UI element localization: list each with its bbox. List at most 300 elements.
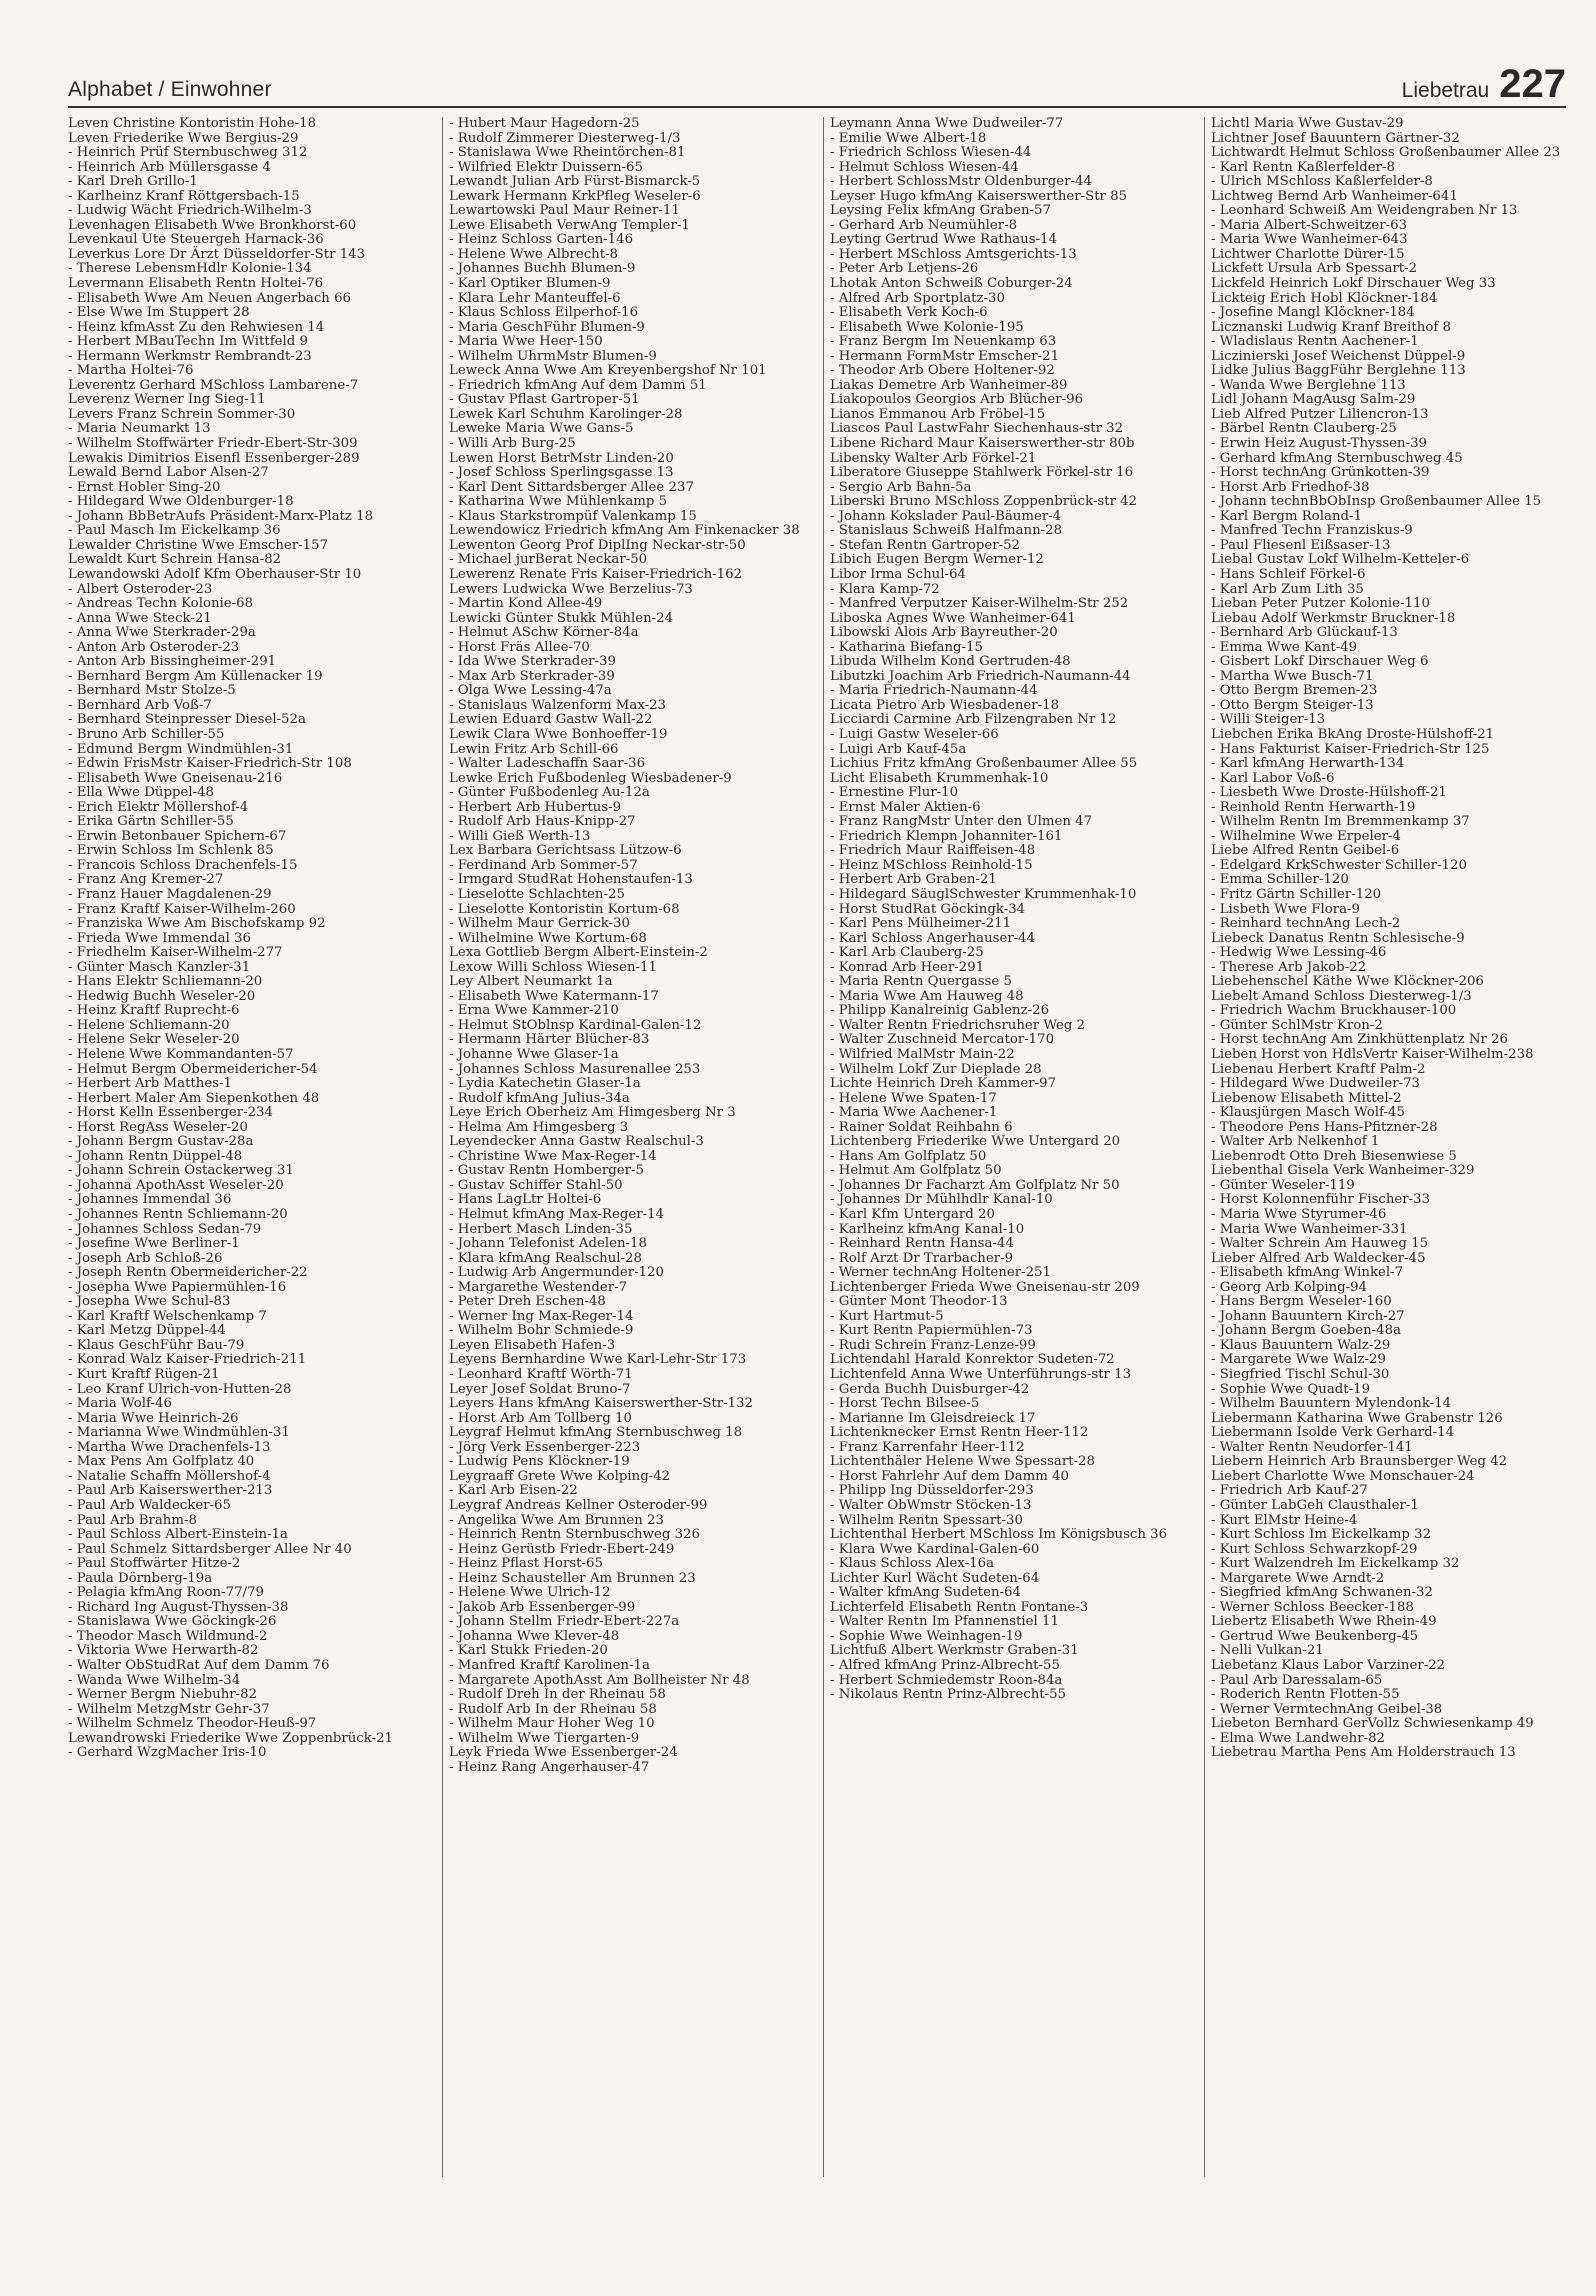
directory-entry: Lewakis Dimitrios Eisenfl Essenberger-289	[68, 450, 360, 466]
directory-entry: - Therese Arb Jakob-22	[1211, 959, 1367, 975]
directory-entry: Leyen Elisabeth Hafen-3	[449, 1337, 616, 1353]
directory-entry: - Rainer Soldat Reihbahn 6	[830, 1119, 1013, 1135]
directory-entry: - Richard Ing August-Thyssen-38	[68, 1599, 289, 1615]
directory-entry: - Günter SchlMstr Kron-2	[1211, 1017, 1383, 1033]
directory-entry: - Hans Am Golfplatz 50	[830, 1148, 987, 1164]
directory-entry: Liebeck Danatus Rentn Schlesische-9	[1211, 930, 1465, 946]
directory-entry: - Fritz Gärtn Schiller-120	[1211, 886, 1382, 902]
directory-entry: - Wilhelm MetzgMstr Gehr-37	[68, 1701, 270, 1717]
directory-entry: - Horst RegAss Weseler-20	[68, 1119, 248, 1135]
directory-entry: - Elisabeth Wwe Am Neuen Angerbach 66	[68, 290, 352, 306]
directory-entry: - Hans Fakturist Kaiser-Friedrich-Str 125	[1211, 741, 1490, 757]
directory-entry: Lewek Karl Schuhm Karolinger-28	[449, 406, 683, 422]
directory-entry: - Willi Arb Burg-25	[449, 436, 576, 452]
directory-entry: Leymann Anna Wwe Dudweiler-77	[830, 117, 1064, 131]
directory-entry: - Maria Rentn Quergasse 5	[830, 974, 1012, 990]
directory-entry: Lhotak Anton Schweiß Coburger-24	[830, 276, 1073, 292]
directory-entry: - Ludwig Wächt Friedrich-Wilhelm-3	[68, 203, 312, 219]
directory-entry: - Maria Wwe Aachener-1	[830, 1105, 998, 1121]
directory-entry: - Maria Wwe Am Hauweg 48	[830, 988, 1024, 1004]
directory-entry: - Karl Stukk Frieden-20	[449, 1643, 608, 1659]
directory-entry: Lichtenberg Friederike Wwe Untergard 20	[830, 1134, 1121, 1150]
directory-entry: - Roderich Rentn Flotten-55	[1211, 1687, 1400, 1703]
directory-entry: - Paul Arb Kaiserswerther-213	[68, 1483, 273, 1499]
directory-entry: - Horst Arb Friedhof-38	[1211, 479, 1370, 495]
directory-entry: - Jörg Verk Essenberger-223	[449, 1439, 641, 1455]
directory-entry: - Karlheinz Kranf Röttgersbach-15	[68, 188, 300, 204]
directory-entry: - Anna Wwe Sterkrader-29a	[68, 625, 256, 641]
directory-entry: - Ferdinand Arb Sommer-57	[449, 857, 638, 873]
directory-entry: - Luigi Gastw Weseler-66	[830, 726, 999, 742]
directory-entry: - Ludwig Pens Klöckner-19	[449, 1454, 630, 1470]
directory-entry: Lichtendahl Harald Konrektor Sudeten-72	[830, 1352, 1115, 1368]
directory-entry: - Herbert Masch Linden-35	[449, 1221, 633, 1237]
directory-entry: Liebe Alfred Rentn Geibel-6	[1211, 843, 1400, 859]
directory-entry: - Maria GeschFühr Blumen-9	[449, 319, 645, 335]
running-head	[1402, 64, 1566, 104]
directory-entry: Lickfeld Heinrich Lokf Dirschauer Weg 33	[1211, 276, 1496, 292]
directory-entry: - Paul Arb Daressalam-65	[1211, 1672, 1383, 1688]
column-4	[1211, 117, 1589, 1761]
directory-entry: - Rudolf kfmAng Julius-34a	[449, 1090, 630, 1106]
directory-entry: - Bernhard Mstr Stolze-5	[68, 683, 236, 699]
directory-entry: - Wilhelm UhrmMstr Blumen-9	[449, 348, 657, 364]
directory-entry: - Philipp Ing Düsseldorfer-293	[830, 1483, 1034, 1499]
directory-entry: Lewicki Günter Stukk Mühlen-24	[449, 610, 674, 626]
directory-entry: - Heinz Schloss Garten-146	[449, 232, 634, 248]
directory-entry: - Günter LabGeh Clausthaler-1	[1211, 1497, 1419, 1513]
directory-entry: Licznanski Ludwig Kranf Breithof 8	[1211, 319, 1451, 335]
directory-entry: Lewers Ludwicka Wwe Berzelius-73	[449, 581, 693, 597]
directory-entry: - Walter Rentn Neudorfer-141	[1211, 1439, 1413, 1455]
directory-entry: - Gisbert Lokf Dirschauer Weg 6	[1211, 654, 1429, 670]
directory-entry: - Wilhelm Schmelz Theodor-Heuß-97	[68, 1716, 317, 1732]
directory-entry: Leven Christine Kontoristin Hohe-18	[68, 117, 317, 131]
directory-entry: - Elisabeth Verk Koch-6	[830, 305, 988, 321]
directory-entry: - Herbert MSchloss Amtsgerichts-13	[830, 246, 1077, 262]
directory-entry: - Luigi Arb Kauf-45a	[830, 741, 967, 757]
directory-entry: - Friedhelm Kaiser-Wilhelm-277	[68, 945, 283, 961]
directory-entry: - Joseph Arb Schloß-26	[68, 1250, 223, 1266]
directory-entry: - Hildegard SäuglSchwester Krummenhak-10	[830, 886, 1137, 902]
directory-entry: Liberatore Giuseppe Stahlwerk Förkel-str 16	[830, 465, 1134, 481]
directory-entry: Leygraaff Grete Wwe Kolping-42	[449, 1468, 671, 1484]
directory-entry: - Wilhelmine Wwe Erpeler-4	[1211, 828, 1401, 844]
directory-entry: - Johann Schrein Ostackerweg 31	[68, 1163, 294, 1179]
directory-entry: - Elisabeth Wwe Katermann-17	[449, 988, 659, 1004]
directory-entry: - Hedwig Wwe Lessing-46	[1211, 945, 1387, 961]
directory-entry: - Paul Masch Im Eickelkamp 36	[68, 523, 281, 539]
directory-entry: - Walter Rentn Friedrichsruher Weg 2	[830, 1017, 1086, 1033]
directory-entry: Liebeton Bernhard GerVollz Schwiesenkamp 49	[1211, 1716, 1534, 1732]
directory-entry: Lexow Willi Schloss Wiesen-11	[449, 959, 657, 975]
directory-entry: - Philipp Kanalreinig Gablenz-26	[830, 1003, 1050, 1019]
directory-entry: - Kurt ElMstr Heine-4	[1211, 1512, 1358, 1528]
directory-entry: - Katharina Biefang-15	[830, 639, 983, 655]
directory-entry: Lewandt Julian Arb Fürst-Bismarck-5	[449, 174, 701, 190]
directory-entry: - Bruno Arb Schiller-55	[68, 726, 225, 742]
directory-entry: Leyers Hans kfmAng Kaiserswerther-Str-132	[449, 1396, 754, 1412]
directory-entry: - Maria Friedrich-Naumann-44	[830, 683, 1038, 699]
directory-entry: - Herbert SchlossMstr Oldenburger-44	[830, 174, 1092, 190]
directory-entry: - Sophie Wwe Weinhagen-19	[830, 1628, 1023, 1644]
directory-entry: - Paul Schmelz Sittardsberger Allee Nr 40	[68, 1541, 352, 1557]
directory-entry: Lichtweg Bernd Arb Wanheimer-641	[1211, 188, 1458, 204]
directory-entry: Liebermann Isolde Verk Gerhard-14	[1211, 1425, 1455, 1441]
directory-entry: - Ludwig Arb Angermunder-120	[449, 1265, 664, 1281]
directory-entry: - Franz Kraftf Kaiser-Wilhelm-260	[68, 901, 296, 917]
directory-entry: - Klaus Bauuntern Walz-29	[1211, 1337, 1391, 1353]
directory-entry: - Helene Wwe Albrecht-8	[449, 246, 619, 262]
directory-entry: - Wilfried Elektr Duissern-65	[449, 159, 643, 175]
directory-entry: - Walter kfmAng Sudeten-64	[830, 1585, 1021, 1601]
directory-entry: Lewalder Christine Wwe Emscher-157	[68, 537, 329, 553]
directory-entry: - Gustav Pflast Gartroper-51	[449, 392, 640, 408]
directory-entry: - Werner Ing Max-Reger-14	[449, 1308, 634, 1324]
directory-entry: - Martin Kond Allee-49	[449, 596, 603, 612]
directory-entry: Leyting Gertrud Wwe Rathaus-14	[830, 232, 1057, 248]
directory-entry: Ley Albert Neumarkt 1a	[449, 974, 613, 990]
directory-entry: - Heinz Pflast Horst-65	[449, 1556, 603, 1572]
directory-entry: - Elisabeth kfmAng Winkel-7	[1211, 1265, 1404, 1281]
directory-entry: Leyendecker Anna Gastw Realschul-3	[449, 1134, 704, 1150]
directory-entry: - Nikolaus Rentn Prinz-Albrecht-55	[830, 1687, 1067, 1703]
directory-entry: Lichtwer Charlotte Dürer-15	[1211, 246, 1405, 262]
directory-entry: Lewe Elisabeth VerwAng Templer-1	[449, 217, 690, 233]
directory-entry: Liebau Adolf Werkmstr Bruckner-18	[1211, 610, 1456, 626]
directory-entry: - Theodore Pens Hans-Pfitzner-28	[1211, 1119, 1438, 1135]
directory-entry: - Theodor Arb Obere Holtener-92	[830, 363, 1055, 379]
directory-entry: Leyser Hugo kfmAng Kaiserswerther-Str 85	[830, 188, 1128, 204]
directory-entry: - Bernhard Arb Voß-7	[68, 697, 212, 713]
directory-entry: - Walter Arb Nelkenhof 1	[1211, 1134, 1380, 1150]
directory-entry: - Irmgard StudRat Hohenstaufen-13	[449, 872, 693, 888]
directory-entry: - Johann technBbObInsp Großenbaumer Allee 15	[1211, 494, 1542, 510]
directory-entry: - Günter Fußbodenleg Au-12a	[449, 785, 650, 801]
directory-entry: - Rudolf Dreh In der Rheinau 58	[449, 1687, 666, 1703]
directory-entry: Liakas Demetre Arb Wanheimer-89	[830, 377, 1068, 393]
directory-entry: Liebermann Katharina Wwe Grabenstr 126	[1211, 1410, 1503, 1426]
directory-entry: Liboska Agnes Wwe Wanheimer-641	[830, 610, 1076, 626]
directory-entry: - Helene Wwe Spaten-17	[830, 1090, 997, 1106]
directory-entry: - Helene Sekr Weseler-20	[68, 1032, 240, 1048]
directory-entry: - Helmut StOblnsp Kardinal-Galen-12	[449, 1017, 702, 1033]
directory-entry: Lewandowski Adolf Kfm Oberhauser-Str 10	[68, 566, 362, 582]
directory-entry: Liebetrau Martha Pens Am Holderstrauch 13	[1211, 1745, 1516, 1761]
directory-entry: - Karl Bergm Roland-1	[1211, 508, 1362, 524]
directory-entry: Liebenau Herbert Kraftf Palm-2	[1211, 1061, 1426, 1077]
directory-entry: - Karl Arb Zum Lith 35	[1211, 581, 1364, 597]
directory-entry: - Reinhard technAng Lech-2	[1211, 916, 1401, 932]
directory-entry: Lichtenthal Herbert MSchloss Im Königsbusch 36	[830, 1527, 1168, 1543]
directory-entry: Libutzki Joachim Arb Friedrich-Naumann-44	[830, 668, 1131, 684]
directory-entry: Levers Franz Schrein Sommer-30	[68, 406, 296, 422]
directory-entry: - Kurt Rentn Papiermühlen-73	[830, 1323, 1033, 1339]
directory-entry: - Manfred Kraftf Karolinen-1a	[449, 1657, 650, 1673]
directory-entry: - Paul Schloss Albert-Einstein-1a	[68, 1527, 288, 1543]
directory-entry: - Wilhelmine Wwe Kortum-68	[449, 930, 647, 946]
directory-entry: - Hedwig Buchh Weseler-20	[68, 988, 256, 1004]
directory-entry: - Erwin Betonbauer Spichern-67	[68, 828, 287, 844]
directory-entry: - Johannes Immendal 36	[68, 1192, 232, 1208]
directory-entry: - Wilhelm Lokf Zur Dieplade 28	[830, 1061, 1042, 1077]
directory-entry: - Peter Dreh Eschen-48	[449, 1294, 606, 1310]
directory-entry: - Friedrich Wachm Bruckhauser-100	[1211, 1003, 1457, 1019]
directory-entry: Libor Irma Schul-64	[830, 566, 966, 582]
directory-entry: - Max Arb Sterkrader-39	[449, 668, 615, 684]
directory-entry: - Rolf Arzt Dr Trarbacher-9	[830, 1250, 1014, 1266]
directory-entry: - Lisbeth Wwe Flora-9	[1211, 901, 1361, 917]
directory-entry: - Helma Am Himgesberg 3	[449, 1119, 629, 1135]
directory-entry: - Helene Wwe Kommandanten-57	[68, 1047, 294, 1062]
directory-entry: Lidl Johann MagAusg Salm-29	[1211, 392, 1416, 408]
page-header	[68, 60, 1566, 108]
directory-entry: - Therese LebensmHdlr Kolonie-134	[68, 261, 312, 277]
directory-entry: Lieb Alfred Putzer Liliencron-13	[1211, 406, 1429, 422]
directory-entry: - Theodor Masch Wildmund-2	[68, 1628, 268, 1644]
directory-entry: Lewerenz Renate Fris Kaiser-Friedrich-162	[449, 566, 743, 582]
directory-entry: - Otto Bergm Bremen-23	[1211, 683, 1378, 699]
directory-entry: - Hubert Maur Hagedorn-25	[449, 117, 640, 131]
directory-entry: Liebertz Elisabeth Wwe Rhein-49	[1211, 1614, 1437, 1630]
directory-entry: Liebal Gustav Lokf Wilhelm-Ketteler-6	[1211, 552, 1470, 568]
directory-entry: - Wladislaus Rentn Aachener-1	[1211, 334, 1419, 350]
directory-entry: - Gertrud Wwe Beukenberg-45	[1211, 1628, 1419, 1644]
directory-entry: Liakopoulos Georgios Arb Blücher-96	[830, 392, 1084, 408]
directory-entry: - Werner VermtechnAng Geibel-38	[1211, 1701, 1443, 1717]
directory-entry: - Gustav Rentn Homberger-5	[449, 1163, 644, 1179]
directory-entry: Leyens Bernhardine Wwe Karl-Lehr-Str 173	[449, 1352, 747, 1368]
directory-entry: - Karl Rentn Kaßlerfelder-8	[1211, 159, 1395, 175]
directory-entry: - Werner Schloss Beecker-188	[1211, 1599, 1414, 1615]
directory-entry: Liebenthal Gisela Verk Wanheimer-329	[1211, 1163, 1475, 1179]
directory-entry: Liebchen Erika BkAng Droste-Hülshoff-21	[1211, 726, 1495, 742]
directory-entry: Licht Elisabeth Krummenhak-10	[830, 770, 1049, 786]
directory-entry: Liascos Paul LastwFahr Siechenhaus-str 32	[830, 421, 1124, 437]
directory-entry: - Franz Hauer Magdalenen-29	[68, 886, 272, 902]
directory-entry: - Olga Wwe Lessing-47a	[449, 683, 612, 699]
directory-entry: Lewendowicz Friedrich kfmAng Am Finkenacker 38	[449, 523, 800, 539]
directory-entry: - Franz Bergm Im Neuenkamp 63	[830, 334, 1057, 350]
directory-entry: - Martha Holtei-76	[68, 363, 194, 379]
directory-entry: - Erwin Schloss Im Schlenk 85	[68, 843, 274, 859]
directory-entry: Leverenz Werner Ing Sieg-11	[68, 392, 266, 408]
directory-entry: Levenkaul Ute Steuergeh Harnack-36	[68, 232, 324, 248]
directory-entry: - Heinz Gerüstb Friedr-Ebert-249	[449, 1541, 675, 1557]
directory-entry: - Herbert Arb Matthes-1	[68, 1076, 232, 1092]
directory-entry: - Maria Wwe Styrumer-46	[1211, 1207, 1387, 1223]
directory-entry: - Alfred Arb Sportplatz-30	[830, 290, 1005, 306]
directory-entry: - Elisabeth Wwe Kolonie-195	[830, 319, 1024, 335]
directory-entry: - Stanislawa Wwe Göckingk-26	[68, 1614, 277, 1630]
directory-entry: - Horst Kolonnenführ Fischer-33	[1211, 1192, 1431, 1208]
directory-entry: - Joseph Rentn Obermeidericher-22	[68, 1265, 308, 1281]
directory-entry: Lichius Fritz kfmAng Großenbaumer Allee 55	[830, 756, 1138, 772]
directory-entry: - Karl Schloss Angerhauser-44	[830, 930, 1036, 946]
directory-entry: - Johann Telefonist Adelen-18	[449, 1236, 647, 1252]
directory-entry: - Stanislawa Wwe Rheintörchen-81	[449, 145, 686, 161]
directory-entry: Leye Erich Oberheiz Am Himgesberg Nr 3	[449, 1105, 736, 1121]
directory-entry: - Helmut Am Golfplatz 50	[830, 1163, 1002, 1179]
directory-entry: - Pelagia kfmAng Roon-77/79	[68, 1585, 264, 1601]
directory-entry: Lichtwardt Helmut Schloss Großenbaumer Allee 23	[1211, 145, 1561, 161]
directory-entry: - Werner technAng Holtener-251	[830, 1265, 1051, 1281]
directory-entry: - Hildegard Wwe Oldenburger-18	[68, 494, 294, 510]
directory-entry: - Josefine Mangl Klöckner-184	[1211, 305, 1415, 321]
directory-entry: - Heinz kfmAsst Zu den Rehwiesen 14	[68, 319, 325, 335]
directory-entry: - Karl Kraftf Welschenkamp 7	[68, 1308, 267, 1324]
directory-entry: - Hans Bergm Weseler-160	[1211, 1294, 1392, 1310]
directory-entry: - Gustav Schiffer Stahl-50	[449, 1177, 623, 1193]
directory-entry: - Ernst Hobler Sing-20	[68, 479, 221, 495]
directory-entry: - Horst Fahrlehr Auf dem Damm 40	[830, 1468, 1069, 1484]
directory-entry: - Helmut Bergm Obermeidericher-54	[68, 1061, 318, 1077]
directory-entry: Lewen Horst BetrMstr Linden-20	[449, 450, 674, 466]
directory-entry: - Manfred Verputzer Kaiser-Wilhelm-Str 252	[830, 596, 1129, 612]
directory-entry: - Karl Metzg Düppel-44	[68, 1323, 226, 1339]
directory-entry: - Heinrich Arb Müllersgasse 4	[68, 159, 271, 175]
directory-entry: - Wilhelm Bohr Schmiede-9	[449, 1323, 634, 1339]
directory-entry: - Josefine Wwe Berliner-1	[68, 1236, 240, 1252]
running-head-name: Liebetrau	[1401, 79, 1490, 102]
directory-entry: - Maria Neumarkt 13	[68, 421, 211, 437]
directory-entry: - Stefan Rentn Gartroper-52	[830, 537, 1021, 553]
directory-entry: - Edelgard KrkSchwester Schiller-120	[1211, 857, 1467, 873]
directory-entry: Lichte Heinrich Dreh Kammer-97	[830, 1076, 1057, 1092]
directory-entry: Lewik Clara Wwe Bonhoeffer-19	[449, 726, 668, 742]
directory-entry: - Friedrich Arb Kauf-27	[1211, 1483, 1368, 1499]
directory-entry: - Wilhelm Stoffwärter Friedr-Ebert-Str-309	[68, 436, 358, 452]
directory-entry: - Nelli Vulkan-21	[1211, 1643, 1324, 1659]
directory-entry: Lickteig Erich Hobl Klöckner-184	[1211, 290, 1438, 306]
directory-entry: - Rudolf Arb In der Rheinau 58	[449, 1701, 657, 1717]
directory-entry: - Emma Schiller-120	[1211, 872, 1349, 888]
directory-entry: - Johannes Schloss Sedan-79	[68, 1221, 262, 1237]
directory-entry: - Willi Steiger-13	[1211, 712, 1326, 728]
directory-entry: Lichtenberger Frieda Wwe Gneisenau-str 209	[830, 1279, 1140, 1295]
directory-entry: - Sergio Arb Bahn-5a	[830, 479, 972, 495]
directory-entry: - Anton Arb Osteroder-23	[68, 639, 240, 655]
directory-entry: - Stanislaus Walzenform Max-23	[449, 697, 667, 713]
directory-entry: - Johann Stellm Friedr-Ebert-227a	[449, 1614, 680, 1630]
directory-entry: - Heinrich Rentn Sternbuschweg 326	[449, 1527, 700, 1543]
directory-entry: - Erna Wwe Kammer-210	[449, 1003, 619, 1019]
directory-entry: - Marianna Wwe Windmühlen-31	[68, 1425, 290, 1441]
directory-entry: - Ella Wwe Düppel-48	[68, 785, 215, 801]
directory-entry: Liczinierski Josef Weichenst Düppel-9	[1211, 348, 1466, 364]
directory-entry: - Kurt Walzendreh Im Eickelkamp 32	[1211, 1556, 1460, 1572]
directory-entry: - Reinhard Rentn Hansa-44	[830, 1236, 1014, 1252]
section-title: Alphabet / Einwohner	[68, 78, 272, 101]
directory-entry: - Georg Arb Kolping-94	[1211, 1279, 1368, 1295]
directory-entry: - Hermann Härter Blücher-83	[449, 1032, 650, 1048]
directory-entry: - Elisabeth Wwe Gneisenau-216	[68, 770, 283, 786]
directory-entry: - Willi Gieß Werth-13	[449, 828, 591, 844]
directory-entry: - Gerhard WzgMacher Iris-10	[68, 1745, 267, 1761]
directory-entry: - Jakob Arb Essenberger-99	[449, 1599, 636, 1615]
directory-entry: - Karl kfmAng Herwarth-134	[1211, 756, 1405, 772]
directory-entry: - Johanne Wwe Glaser-1a	[449, 1047, 619, 1062]
directory-entry: Leysing Felix kfmAng Graben-57	[830, 203, 1051, 219]
column-1	[68, 117, 446, 1761]
directory-entry: - Lydia Katechetin Glaser-1a	[449, 1076, 641, 1092]
directory-entry: - Klara Lehr Manteuffel-6	[449, 290, 621, 306]
directory-entry: Lieber Alfred Arb Waldecker-45	[1211, 1250, 1426, 1266]
directory-entry: - Konrad Arb Heer-291	[830, 959, 985, 975]
directory-entry: - Helmut ASchw Körner-84a	[449, 625, 639, 641]
directory-entry: - Johann Bergm Goeben-48a	[1211, 1323, 1402, 1339]
directory-entry: - Johannes Dr Facharzt Am Golfplatz Nr 50	[830, 1177, 1120, 1193]
directory-entry: - Maria Wwe Wanheimer-643	[1211, 232, 1408, 248]
directory-entry: - Siegfried Tischl Schul-30	[1211, 1367, 1390, 1383]
directory-entry: - Günter Weseler-119	[1211, 1177, 1355, 1193]
directory-entry: - Erich Elektr Möllershof-4	[68, 799, 249, 815]
directory-entry: - Ida Wwe Sterkrader-39	[449, 654, 616, 670]
directory-entry: - Heinz Schausteller Am Brunnen 23	[449, 1570, 696, 1586]
directory-entry: - Horst technAng Grünkotten-39	[1211, 465, 1430, 481]
directory-entry: - Gerhard kfmAng Sternbuschweg 45	[1211, 450, 1463, 466]
directory-entry: Liebenrodt Otto Dreh Biesenwiese 5	[1211, 1148, 1457, 1164]
directory-entry: Lichtenthäler Helene Wwe Spessart-28	[830, 1454, 1095, 1470]
directory-entry: - Rudi Schrein Franz-Lenze-99	[830, 1337, 1036, 1353]
directory-entry: - Walter ObWmstr Stöcken-13	[830, 1497, 1032, 1513]
directory-entry: - Heinrich Prüf Sternbuschweg 312	[68, 145, 308, 161]
directory-entry: Lieban Peter Putzer Kolonie-110	[1211, 596, 1430, 612]
directory-entry: - Kurt Kraftf Rügen-21	[68, 1367, 220, 1383]
directory-entry: Leven Friederike Wwe Bergius-29	[68, 130, 299, 146]
directory-entry: - Erwin Heiz August-Thyssen-39	[1211, 436, 1428, 452]
directory-entry: Libensky Walter Arb Förkel-21	[830, 450, 1037, 466]
directory-entry: - Herbert Maler Am Siepenkothen 48	[68, 1090, 320, 1106]
directory-entry: Lianos Emmanou Arb Fröbel-15	[830, 406, 1046, 422]
directory-entry: - Emma Wwe Kant-49	[1211, 639, 1358, 655]
directory-entry: - Bernhard Arb Glückauf-13	[1211, 625, 1398, 641]
directory-entry: - Wilhelm Wwe Tiergarten-9	[449, 1730, 640, 1746]
directory-entry: - Anna Wwe Steck-21	[68, 610, 212, 626]
directory-entry: - Klaus Starkstrompüf Valenkamp 15	[449, 508, 697, 524]
directory-entry: - Wilfried MalMstr Main-22	[830, 1047, 1015, 1062]
directory-entry: - Paula Dörnberg-19a	[68, 1570, 213, 1586]
directory-entry: - Kurt Hartmut-5	[830, 1308, 944, 1324]
directory-entry: - Gerhard Arb Neumühler-8	[830, 217, 1018, 233]
directory-entry: Liebern Heinrich Arb Braunsberger Weg 42	[1211, 1454, 1508, 1470]
directory-entry: Libich Eugen Bergm Werner-12	[830, 552, 1044, 568]
directory-entry: Lieben Horst von HdlsVertr Kaiser-Wilhelm-238	[1211, 1047, 1534, 1062]
directory-entry: - Maria Wwe Heer-150	[449, 334, 603, 350]
directory-entry: - Lieselotte Schlachten-25	[449, 886, 625, 902]
directory-entry: Lichtenfeld Anna Wwe Unterführungs-str 13	[830, 1367, 1132, 1383]
directory-entry: - Horst technAng Am Zinkhüttenplatz Nr 26	[1211, 1032, 1508, 1048]
directory-entry: - Klaus Schloss Alex-16a	[830, 1556, 995, 1572]
directory-entry: - Helmut kfmAng Max-Reger-14	[449, 1207, 665, 1223]
directory-entry: - Hermann Werkmstr Rembrandt-23	[68, 348, 312, 364]
directory-entry: - Maria Albert-Schweitzer-63	[1211, 217, 1408, 233]
directory-entry: - Paul Fliesenl Eißsaser-13	[1211, 537, 1391, 553]
directory-entry: - Kurt Schloss Schwarzkopf-29	[1211, 1541, 1418, 1557]
directory-entry: - Ernst Maler Aktien-6	[830, 799, 981, 815]
directory-entry: - Heinz Kraftf Ruprecht-6	[68, 1003, 240, 1019]
directory-entry: Lewald Bernd Labor Alsen-27	[68, 465, 269, 481]
directory-entry: Leverentz Gerhard MSchloss Lambarene-7	[68, 377, 359, 393]
directory-entry: - Karl Optiker Blumen-9	[449, 276, 611, 292]
directory-entry: Lewien Eduard Gastw Wall-22	[449, 712, 653, 728]
directory-entry: Leverkus Lore Dr Ärzt Düsseldorfer-Str 143	[68, 246, 366, 262]
directory-entry: - Helene Wwe Ulrich-12	[449, 1585, 611, 1601]
directory-entry: Lewandrowski Friederike Wwe Zoppenbrück-21	[68, 1730, 393, 1746]
directory-entry: - Günter Masch Kanzler-31	[68, 959, 251, 975]
directory-entry: - Horst Techn Bilsee-5	[830, 1396, 980, 1412]
directory-entry: Lewin Fritz Arb Schill-66	[449, 741, 619, 757]
